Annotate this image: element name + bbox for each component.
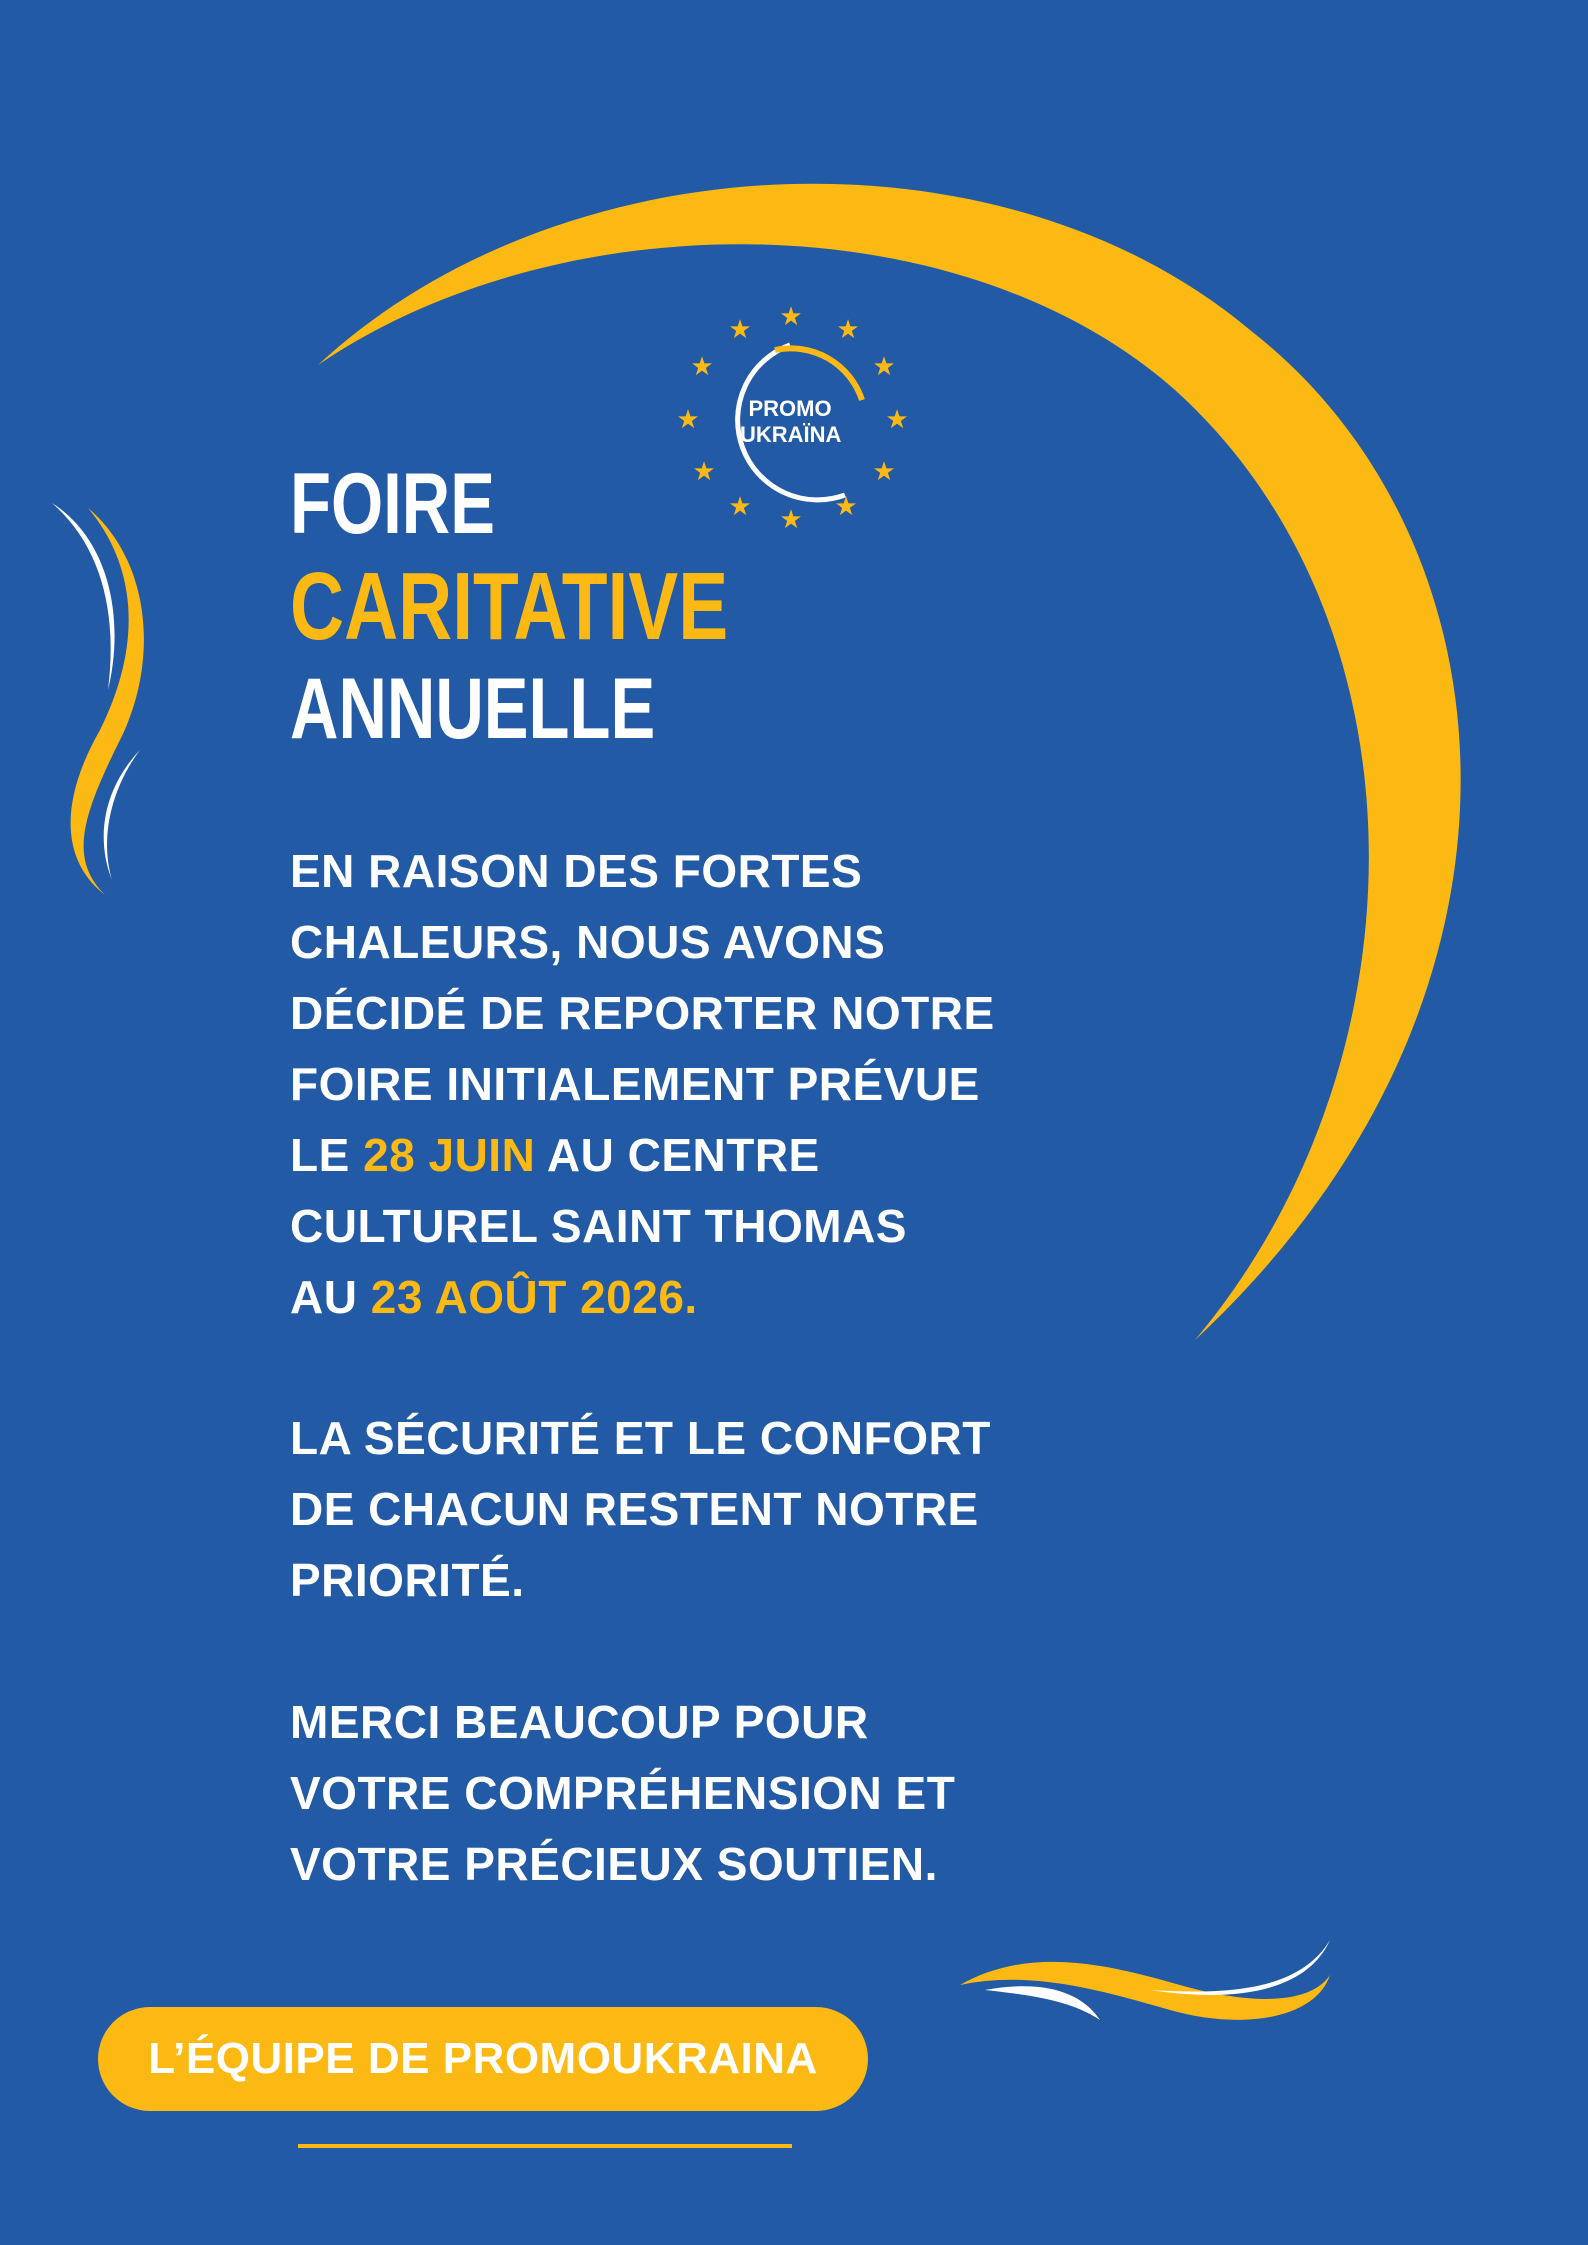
bottom-divider xyxy=(298,2144,792,2148)
text-segment: AU CENTRE xyxy=(535,1129,820,1181)
logo-line-2: UKRAÏNA xyxy=(740,422,842,447)
text-line: FOIRE INITIALEMENT PRÉVUE xyxy=(290,1058,980,1110)
star-icon: ★ xyxy=(885,404,909,434)
text-line xyxy=(290,1262,1150,1333)
text-line: MERCI BEAUCOUP POUR xyxy=(290,1696,869,1748)
star-icon: ★ xyxy=(676,404,700,434)
text-line: VOTRE PRÉCIEUX SOUTIEN. xyxy=(290,1838,938,1890)
title-line-3: ANNUELLE xyxy=(290,661,656,757)
logo-line-1: PROMO xyxy=(748,396,832,421)
text-line: PRIORITÉ. xyxy=(290,1554,525,1606)
text-line: VOTRE COMPRÉHENSION ET xyxy=(290,1767,956,1819)
safety-paragraph xyxy=(290,1403,1150,1616)
star-icon: ★ xyxy=(690,351,714,381)
original-date: 28 JUIN xyxy=(363,1129,536,1181)
text-line: DÉCIDÉ DE REPORTER NOTRE xyxy=(290,987,995,1039)
star-icon: ★ xyxy=(779,504,803,534)
text-line: DE CHACUN RESTENT NOTRE xyxy=(290,1483,979,1535)
signature-text: L’ÉQUIPE DE PROMOUKRAINA xyxy=(148,2034,818,2083)
announcement-paragraph xyxy=(290,836,1150,1333)
title-line-1: FOIRE xyxy=(290,456,495,552)
star-icon: ★ xyxy=(872,351,896,381)
signature-badge xyxy=(98,2007,868,2111)
star-icon: ★ xyxy=(872,456,896,486)
star-icon: ★ xyxy=(692,456,716,486)
title-line-2: CARITATIVE xyxy=(290,553,729,660)
text-segment: LE xyxy=(290,1129,364,1181)
star-icon: ★ xyxy=(728,491,752,521)
logo-ring-yellow xyxy=(775,348,862,400)
thanks-paragraph xyxy=(290,1687,1150,1900)
text-line: EN RAISON DES FORTES xyxy=(290,845,863,897)
new-date: 23 AOÛT 2026. xyxy=(370,1271,698,1323)
star-icon: ★ xyxy=(728,314,752,344)
logo-text xyxy=(740,396,840,448)
text-line: CULTUREL SAINT THOMAS xyxy=(290,1200,907,1252)
star-icon: ★ xyxy=(779,301,803,331)
text-line: CHALEURS, NOUS AVONS xyxy=(290,916,886,968)
text-line: LA SÉCURITÉ ET LE CONFORT xyxy=(290,1412,991,1464)
star-icon: ★ xyxy=(836,314,860,344)
text-segment: AU xyxy=(290,1271,371,1323)
star-icon: ★ xyxy=(834,491,858,521)
text-line xyxy=(290,1120,1150,1191)
